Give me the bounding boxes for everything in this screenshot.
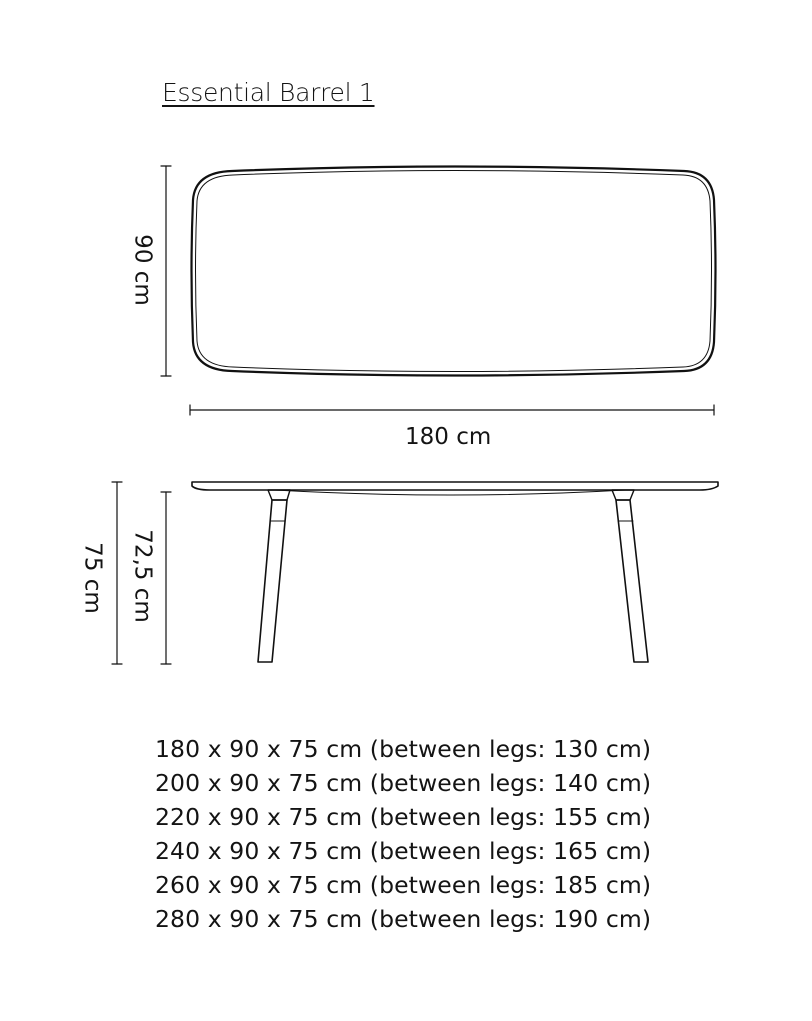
right-leg	[612, 490, 648, 662]
table-top-outline	[192, 167, 716, 376]
table-top-inner-edge	[196, 171, 712, 372]
total-height-dimension-line	[112, 482, 122, 664]
size-item: 220 x 90 x 75 cm (between legs: 155 cm)	[155, 803, 652, 831]
under-top-height-dimension-line	[161, 492, 171, 664]
total-height-label: 75 cm	[79, 542, 106, 614]
size-item: 240 x 90 x 75 cm (between legs: 165 cm)	[155, 837, 652, 865]
left-leg	[258, 490, 290, 662]
width-dimension-line	[190, 405, 714, 415]
size-item: 180 x 90 x 75 cm (between legs: 130 cm)	[155, 735, 652, 763]
depth-label: 90 cm	[129, 234, 156, 306]
size-item: 280 x 90 x 75 cm (between legs: 190 cm)	[155, 905, 652, 933]
side-table-top	[192, 482, 718, 490]
width-label: 180 cm	[405, 424, 492, 450]
drawing-title: Essential Barrel 1	[162, 78, 375, 107]
size-list	[155, 732, 651, 936]
under-top-height-label: 72,5 cm	[129, 529, 156, 623]
depth-dimension-line	[161, 166, 171, 376]
size-item: 200 x 90 x 75 cm (between legs: 140 cm)	[155, 769, 652, 797]
size-item: 260 x 90 x 75 cm (between legs: 185 cm)	[155, 871, 652, 899]
